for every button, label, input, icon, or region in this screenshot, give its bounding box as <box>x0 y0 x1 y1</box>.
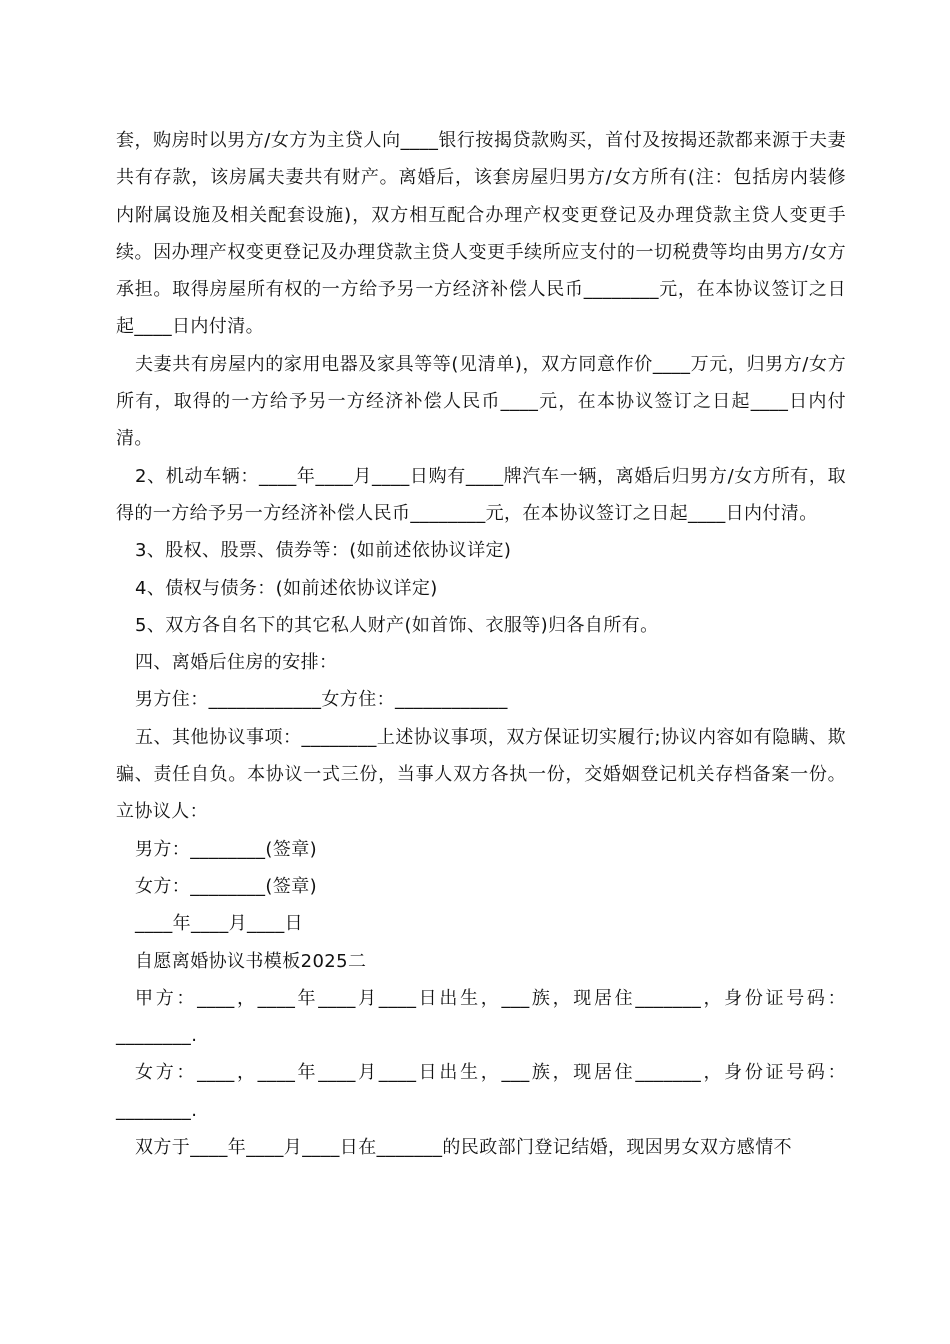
debt-clause: 4、债权与债务：(如前述依协议详定) <box>135 577 438 599</box>
date-line: ____年____月____日 <box>135 913 303 935</box>
document-body <box>116 122 846 1166</box>
vehicle-clause: 2、机动车辆：____年____月____日购有____牌汽车一辆，离婚后归男方/女方所有，取得的一方给予另一方经济补偿人民币________元，在本协议签订之日起____日内付清。 <box>116 465 846 524</box>
stock-clause: 3、股权、股票、债券等：(如前述依协议详定) <box>135 540 512 562</box>
house-clause: 套，购房时以男方/女方为主贷人向____银行按揭贷款购买，首付及按揭还款都来源于夫妻共有存款，该房属夫妻共有财产。离婚后，该套房屋归男方/女方所有(注：包括房内装修内附属设施及相关配套设施)，双方相互配合办理产权变更登记及办理贷款主贷人变更手续。因办理产权变更登记及办理贷款主贷人变更手续所应支付的一切税费等均由男方/女方承担。取得房屋所有权的一方给予另一方经济补偿人民币________元，在本协议签订之日起____日内付清。 <box>116 130 846 338</box>
personal-property-clause: 5、双方各自名下的其它私人财产(如首饰、衣服等)归各自所有。 <box>135 614 659 636</box>
female-signature: 女方：________(签章) <box>135 875 318 897</box>
furniture-clause: 夫妻共有房屋内的家用电器及家具等等(见清单)，双方同意作价____万元，归男方/女方所有，取得的一方给予另一方经济补偿人民币____元，在本协议签订之日起____日内付清。 <box>116 353 846 450</box>
marriage-registration: 双方于____年____月____日在_______的民政部门登记结婚，现因男女双方感情不 <box>135 1137 792 1159</box>
template-title: 自愿离婚协议书模板2025二 <box>135 950 367 972</box>
party-a-info: 甲方：____，____年____月____日出生，___族，现居住_______，身份证号码：________. <box>116 987 846 1047</box>
housing-line: 男方住：____________女方住：____________ <box>135 689 508 711</box>
housing-heading: 四、离婚后住房的安排： <box>135 652 338 674</box>
male-signature: 男方：________(签章) <box>135 838 318 860</box>
party-b-info: 女方：____，____年____月____日出生，___族，现居住_______，身份证号码：________. <box>116 1062 846 1121</box>
other-matters-clause: 五、其他协议事项：________上述协议事项，双方保证切实履行;协议内容如有隐瞒、欺骗、责任自负。本协议一式三份，当事人双方各执一份，交婚姻登记机关存档备案一份。立协议人： <box>116 726 846 823</box>
